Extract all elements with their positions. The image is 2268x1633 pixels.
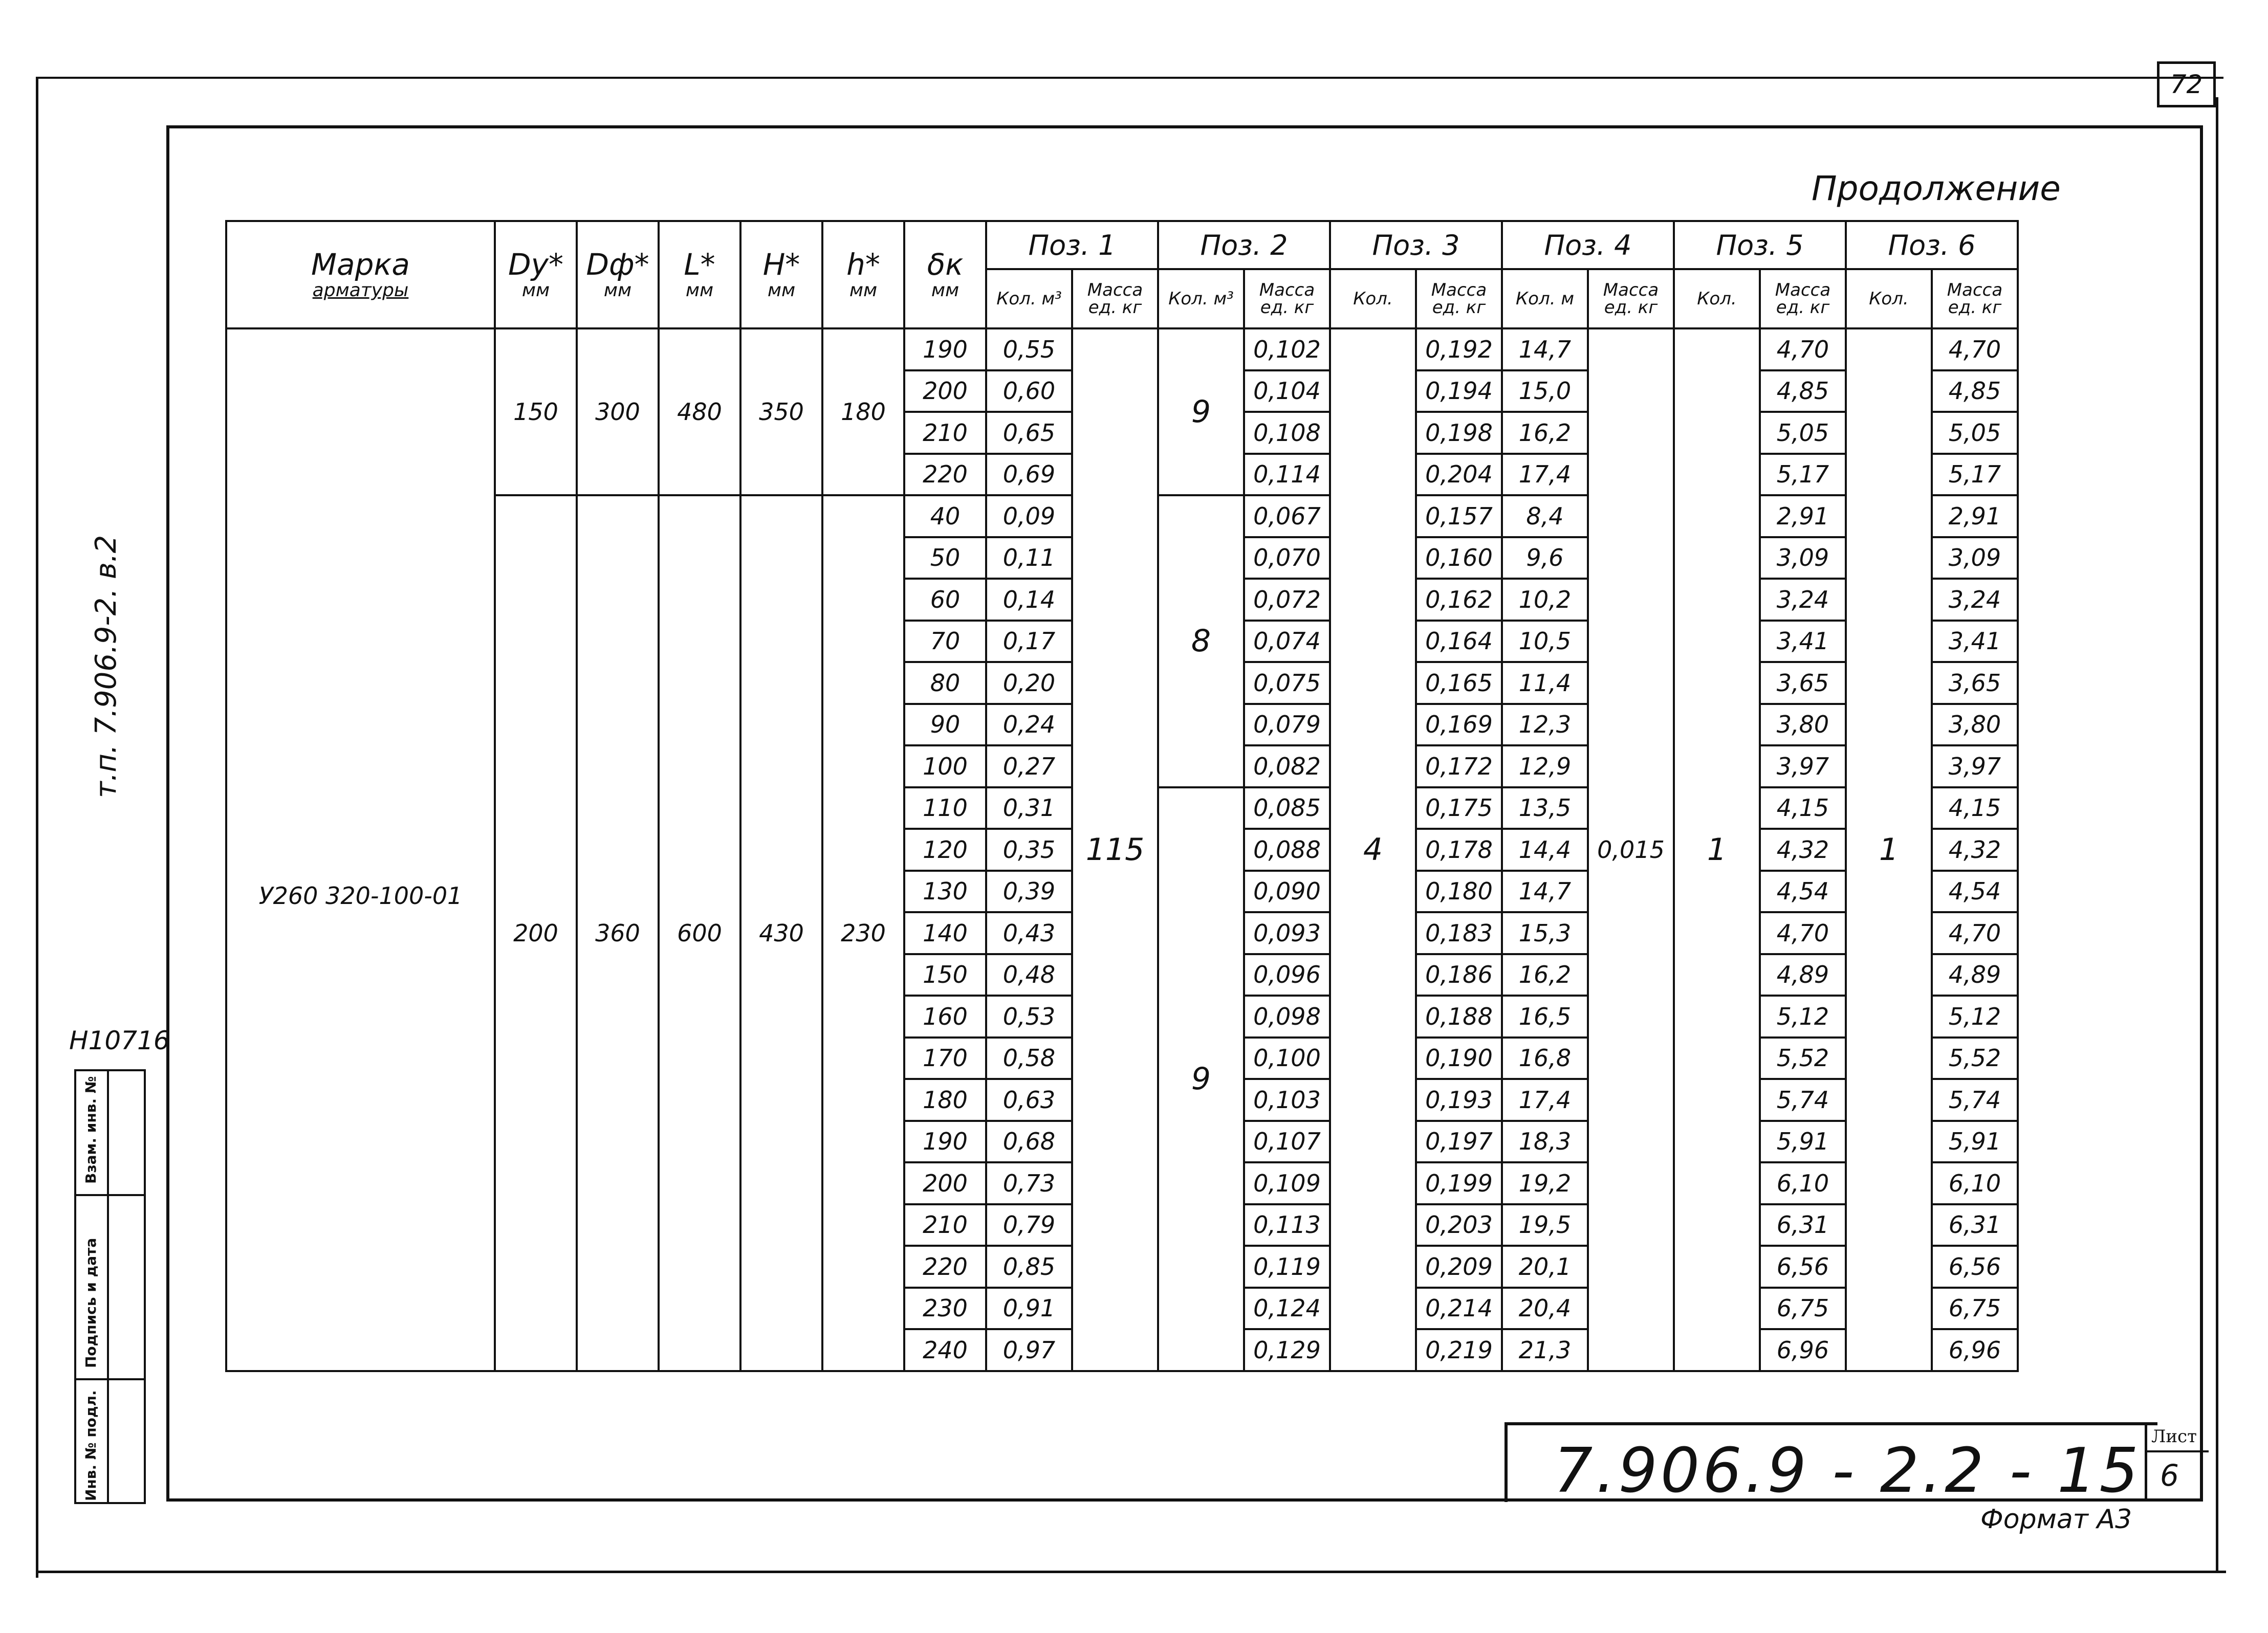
cell-pos3-mass: 0,172 [1416,745,1502,787]
cell-delta: 210 [904,412,986,454]
header-mark-label: Марка [311,247,410,282]
header-pos-5: Поз. 5 [1674,221,1846,269]
cell-pos6-mass: 5,52 [1932,1038,2018,1079]
cell-delta: 70 [904,621,986,663]
cell-delta: 180 [904,1079,986,1121]
header-pos-6: Поз. 6 [1846,221,2018,269]
cell-pos5-mass: 6,96 [1760,1329,1846,1371]
cell-pos6-mass: 3,65 [1932,662,2018,704]
cell-pos4-qty: 10,2 [1502,579,1588,621]
cell-pos2-mass: 0,072 [1244,579,1330,621]
cell-pos1-qty: 0,85 [986,1246,1072,1288]
cell-pos6-mass: 6,31 [1932,1204,2018,1246]
header-qty: Кол. [1846,269,1932,328]
cell-pos5-mass: 2,91 [1760,495,1846,537]
cell-pos3-mass: 0,193 [1416,1079,1502,1121]
cell-pos5-mass: 4,70 [1760,328,1846,370]
cell-pos2-mass: 0,103 [1244,1079,1330,1121]
cell-delta: 190 [904,328,986,370]
cell-pos3-mass: 0,157 [1416,495,1502,537]
cell-delta: 220 [904,454,986,496]
cell-pos4-qty: 12,9 [1502,745,1588,787]
cell-pos1-qty: 0,73 [986,1162,1072,1204]
cell-pos5-mass: 5,05 [1760,412,1846,454]
cell-pos2-mass: 0,102 [1244,328,1330,370]
cell-pos6-mass: 4,54 [1932,871,2018,913]
cell-pos1-qty: 0,09 [986,495,1072,537]
cell-delta: 150 [904,954,986,996]
cell-pos6-mass: 4,70 [1932,328,2018,370]
sheet-bottom-border [36,1571,2226,1573]
cell-mark: У260 320-100-01 [226,328,495,1371]
cell-pos3-mass: 0,164 [1416,621,1502,663]
cell-group2-df: 360 [577,495,659,1371]
header-mass: Масса ед. кг [1760,269,1846,328]
specification-table [225,220,2019,1372]
header-df [577,221,659,328]
cell-pos1-qty: 0,35 [986,829,1072,871]
cell-pos3-mass: 0,180 [1416,871,1502,913]
cell-pos5-mass: 5,74 [1760,1079,1846,1121]
unit-mm: мм [849,280,878,301]
cell-pos4-qty: 18,3 [1502,1121,1588,1163]
cell-pos5-mass: 5,17 [1760,454,1846,496]
cell-pos3-qty: 4 [1330,328,1416,1371]
header-h-small [822,221,904,328]
header-qty: Кол. м³ [1158,269,1244,328]
cell-pos4-qty: 16,2 [1502,954,1588,996]
cell-pos5-mass: 4,54 [1760,871,1846,913]
unit-mm: мм [603,280,632,301]
cell-delta: 50 [904,537,986,579]
cell-delta: 160 [904,996,986,1038]
header-pos-1: Поз. 1 [986,221,1158,269]
cell-pos4-qty: 19,5 [1502,1204,1588,1246]
cell-pos3-mass: 0,162 [1416,579,1502,621]
cell-pos1-qty: 0,11 [986,537,1072,579]
cell-pos6-mass: 6,56 [1932,1246,2018,1288]
cell-pos1-qty: 0,68 [986,1121,1072,1163]
sheet-label: Лист [2151,1426,2197,1447]
cell-pos4-qty: 10,5 [1502,621,1588,663]
cell-pos3-mass: 0,197 [1416,1121,1502,1163]
cell-pos1-qty: 0,53 [986,996,1072,1038]
cell-pos6-mass: 5,12 [1932,996,2018,1038]
cell-pos3-mass: 0,198 [1416,412,1502,454]
cell-pos5-qty: 1 [1674,328,1760,1371]
cell-delta: 190 [904,1121,986,1163]
cell-pos2-mass: 0,074 [1244,621,1330,663]
cell-pos4-qty: 13,5 [1502,787,1588,829]
cell-delta: 230 [904,1288,986,1330]
side-label-inventory: Инв. № подл. [82,1390,99,1501]
cell-pos1-qty: 0,55 [986,328,1072,370]
cell-pos4-qty: 11,4 [1502,662,1588,704]
cell-pos2-mass: 0,104 [1244,370,1330,412]
header-l-label: L* [684,247,715,282]
cell-group1-h: 350 [740,328,822,495]
cell-pos1-qty: 0,17 [986,621,1072,663]
header-l [659,221,740,328]
cell-pos4-qty: 16,8 [1502,1038,1588,1079]
cell-pos2-mass: 0,129 [1244,1329,1330,1371]
cell-group2-h: 230 [822,495,904,1371]
header-pos-2: Поз. 2 [1158,221,1330,269]
cell-pos5-mass: 6,31 [1760,1204,1846,1246]
cell-pos4-mass: 0,015 [1588,328,1674,1371]
cell-group1-h: 180 [822,328,904,495]
cell-pos5-mass: 4,85 [1760,370,1846,412]
sheet-divider [2147,1450,2209,1452]
cell-pos1-qty: 0,24 [986,704,1072,746]
cell-pos5-mass: 3,80 [1760,704,1846,746]
header-pos-3: Поз. 3 [1330,221,1502,269]
cell-pos2-mass: 0,085 [1244,787,1330,829]
cell-pos1-qty: 0,69 [986,454,1072,496]
cell-pos2-mass: 0,119 [1244,1246,1330,1288]
cell-pos4-qty: 14,7 [1502,328,1588,370]
cell-pos4-qty: 16,2 [1502,412,1588,454]
cell-pos6-mass: 6,75 [1932,1288,2018,1330]
table-body [226,328,2018,1371]
cell-pos6-mass: 4,15 [1932,787,2018,829]
cell-pos4-qty: 8,4 [1502,495,1588,537]
cell-pos6-mass: 5,17 [1932,454,2018,496]
cell-pos3-mass: 0,183 [1416,912,1502,954]
cell-pos5-mass: 5,91 [1760,1121,1846,1163]
cell-pos6-mass: 3,80 [1932,704,2018,746]
cell-pos2-mass: 0,082 [1244,745,1330,787]
cell-pos5-mass: 5,52 [1760,1038,1846,1079]
table-row [226,328,2018,370]
cell-pos2-mass: 0,107 [1244,1121,1330,1163]
cell-pos2-mass: 0,098 [1244,996,1330,1038]
cell-pos3-mass: 0,199 [1416,1162,1502,1204]
continuation-label: Продолжение [1812,169,2061,208]
cell-delta: 40 [904,495,986,537]
cell-pos3-mass: 0,160 [1416,537,1502,579]
cell-pos2-mass: 0,093 [1244,912,1330,954]
cell-delta: 100 [904,745,986,787]
side-label-signature: Подпись и дата [82,1238,99,1368]
cell-pos1-qty: 0,20 [986,662,1072,704]
cell-pos1-qty: 0,97 [986,1329,1072,1371]
cell-pos3-mass: 0,219 [1416,1329,1502,1371]
cell-pos2-qty: 8 [1158,495,1244,787]
cell-pos6-mass: 5,05 [1932,412,2018,454]
unit-mm: мм [685,280,714,301]
header-h-big [740,221,822,328]
header-mark [226,221,495,328]
header-qty: Кол. [1674,269,1760,328]
cell-pos2-qty: 9 [1158,328,1244,495]
cell-pos2-mass: 0,090 [1244,871,1330,913]
cell-pos5-mass: 3,24 [1760,579,1846,621]
cell-pos4-qty: 19,2 [1502,1162,1588,1204]
header-qty: Кол. м³ [986,269,1072,328]
cell-pos2-mass: 0,113 [1244,1204,1330,1246]
cell-pos2-mass: 0,096 [1244,954,1330,996]
cell-pos5-mass: 6,56 [1760,1246,1846,1288]
cell-pos4-qty: 20,1 [1502,1246,1588,1288]
cell-group1-l: 480 [659,328,740,495]
cell-pos2-mass: 0,108 [1244,412,1330,454]
cell-pos1-qty: 0,14 [986,579,1072,621]
cell-pos1-qty: 0,65 [986,412,1072,454]
cell-pos4-qty: 9,6 [1502,537,1588,579]
cell-delta: 130 [904,871,986,913]
cell-pos6-mass: 6,10 [1932,1162,2018,1204]
sheet-box [2145,1422,2209,1499]
cell-pos5-mass: 5,12 [1760,996,1846,1038]
cell-delta: 200 [904,370,986,412]
cell-pos6-mass: 3,09 [1932,537,2018,579]
cell-pos5-mass: 6,75 [1760,1288,1846,1330]
cell-pos4-qty: 17,4 [1502,454,1588,496]
cell-pos6-mass: 4,70 [1932,912,2018,954]
cell-delta: 200 [904,1162,986,1204]
header-mass: Масса ед. кг [1072,269,1158,328]
unit-mm: мм [931,280,959,301]
cell-delta: 90 [904,704,986,746]
cell-pos6-mass: 2,91 [1932,495,2018,537]
cell-pos3-mass: 0,186 [1416,954,1502,996]
cell-pos5-mass: 3,97 [1760,745,1846,787]
inventory-number: Н10716 [69,1026,170,1055]
cell-pos1-qty: 0,79 [986,1204,1072,1246]
cell-pos5-mass: 3,65 [1760,662,1846,704]
cell-delta: 140 [904,912,986,954]
cell-pos2-mass: 0,114 [1244,454,1330,496]
cell-pos3-mass: 0,190 [1416,1038,1502,1079]
cell-pos2-mass: 0,067 [1244,495,1330,537]
cell-pos6-mass: 3,97 [1932,745,2018,787]
cell-pos3-mass: 0,204 [1416,454,1502,496]
cell-pos4-qty: 12,3 [1502,704,1588,746]
cell-pos4-qty: 16,5 [1502,996,1588,1038]
header-mass: Масса ед. кг [1932,269,2018,328]
header-mark-sub: арматуры [312,280,409,301]
header-mass: Масса ед. кг [1588,269,1674,328]
cell-pos1-qty: 0,91 [986,1288,1072,1330]
cell-pos2-mass: 0,124 [1244,1288,1330,1330]
cell-group1-df: 300 [577,328,659,495]
cell-pos5-mass: 4,70 [1760,912,1846,954]
cell-pos3-mass: 0,192 [1416,328,1502,370]
cell-pos3-mass: 0,165 [1416,662,1502,704]
cell-pos1-qty: 0,31 [986,787,1072,829]
page-number: 72 [2157,61,2216,107]
document-code: 7.906.9 - 2.2 - 15 [1554,1436,2142,1507]
cell-delta: 170 [904,1038,986,1079]
cell-delta: 240 [904,1329,986,1371]
cell-pos2-mass: 0,070 [1244,537,1330,579]
cell-pos6-mass: 5,74 [1932,1079,2018,1121]
cell-pos3-mass: 0,209 [1416,1246,1502,1288]
title-block [1504,1422,2197,1507]
cell-delta: 210 [904,1204,986,1246]
cell-pos3-mass: 0,178 [1416,829,1502,871]
cell-pos5-mass: 6,10 [1760,1162,1846,1204]
cell-group2-h: 430 [740,495,822,1371]
cell-pos1-qty: 0,60 [986,370,1072,412]
cell-group2-l: 600 [659,495,740,1371]
cell-pos2-mass: 0,079 [1244,704,1330,746]
header-pos-4: Поз. 4 [1502,221,1674,269]
cell-pos6-mass: 4,85 [1932,370,2018,412]
cell-pos1-qty: 0,63 [986,1079,1072,1121]
header-dy [495,221,577,328]
cell-delta: 120 [904,829,986,871]
cell-pos3-mass: 0,214 [1416,1288,1502,1330]
header-mass: Масса ед. кг [1416,269,1502,328]
cell-pos6-mass: 3,24 [1932,579,2018,621]
sheet-number: 6 [2160,1458,2179,1493]
cell-delta: 220 [904,1246,986,1288]
header-df-label: Dф* [586,247,649,282]
cell-pos4-qty: 15,3 [1502,912,1588,954]
side-stamp-divider [76,1378,144,1380]
side-stamp [74,1069,146,1504]
cell-pos2-mass: 0,088 [1244,829,1330,871]
unit-mm: мм [521,280,550,301]
cell-pos1-qty: 0,48 [986,954,1072,996]
cell-pos1-qty: 0,58 [986,1038,1072,1079]
cell-pos2-mass: 0,100 [1244,1038,1330,1079]
header-h-small-label: h* [846,247,880,282]
cell-pos5-mass: 3,41 [1760,621,1846,663]
cell-delta: 60 [904,579,986,621]
cell-pos6-mass: 3,41 [1932,621,2018,663]
cell-delta: 80 [904,662,986,704]
cell-group2-dy: 200 [495,495,577,1371]
side-stamp-divider [76,1194,144,1196]
cell-pos3-mass: 0,203 [1416,1204,1502,1246]
cell-pos4-qty: 20,4 [1502,1288,1588,1330]
header-qty: Кол. м [1502,269,1588,328]
cell-pos4-qty: 15,0 [1502,370,1588,412]
header-dy-label: Dy* [508,247,563,282]
cell-pos3-mass: 0,169 [1416,704,1502,746]
cell-pos4-qty: 21,3 [1502,1329,1588,1371]
format-label: Формат А3 [1980,1504,2132,1535]
cell-pos1-qty: 0,43 [986,912,1072,954]
cell-pos6-qty: 1 [1846,328,1932,1371]
cell-pos3-mass: 0,194 [1416,370,1502,412]
cell-pos6-mass: 4,89 [1932,954,2018,996]
cell-pos6-mass: 5,91 [1932,1121,2018,1163]
cell-pos1-qty: 0,39 [986,871,1072,913]
cell-pos5-mass: 4,32 [1760,829,1846,871]
header-qty: Кол. [1330,269,1416,328]
cell-pos2-mass: 0,109 [1244,1162,1330,1204]
cell-pos5-mass: 3,09 [1760,537,1846,579]
cell-group1-dy: 150 [495,328,577,495]
cell-pos2-qty: 9 [1158,787,1244,1371]
cell-pos4-qty: 17,4 [1502,1079,1588,1121]
side-project-code: т.п. 7.906.9-2. в.2 [90,535,123,798]
header-mass: Масса ед. кг [1244,269,1330,328]
cell-pos2-mass: 0,075 [1244,662,1330,704]
cell-pos1-qty: 0,27 [986,745,1072,787]
sheet-right-border [2216,97,2218,1573]
cell-pos4-qty: 14,7 [1502,871,1588,913]
cell-pos4-qty: 14,4 [1502,829,1588,871]
cell-pos6-mass: 4,32 [1932,829,2018,871]
cell-pos5-mass: 4,15 [1760,787,1846,829]
header-delta-label: δк [927,247,964,282]
cell-pos6-mass: 6,96 [1932,1329,2018,1371]
header-h-big-label: H* [762,247,800,282]
side-label-replaced: Взам. инв. № [82,1076,99,1184]
cell-pos3-mass: 0,188 [1416,996,1502,1038]
cell-delta: 110 [904,787,986,829]
cell-pos5-mass: 4,89 [1760,954,1846,996]
cell-pos1-mass: 115 [1072,328,1158,1371]
unit-mm: мм [767,280,796,301]
header-delta [904,221,986,328]
cell-pos3-mass: 0,175 [1416,787,1502,829]
